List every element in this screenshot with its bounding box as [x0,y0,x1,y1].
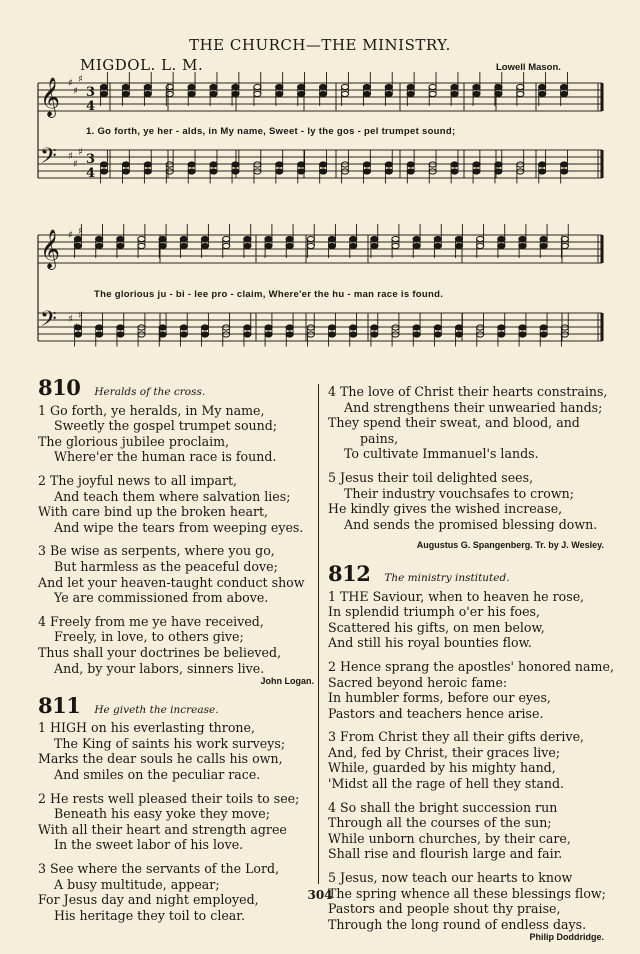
note-head [519,325,526,330]
note-head [201,243,208,248]
note-head [539,84,546,89]
hymn-812-header [328,560,604,587]
verse-line: Their industry vouchsafes to crown; [344,485,574,501]
note-head [540,243,547,248]
note-head [144,84,151,89]
verse-line: To cultivate Immanuel's lands. [344,446,539,462]
note-head [407,84,414,89]
verse-line: With all their heart and strength agree [38,821,287,837]
note-head [385,91,392,96]
note-head [159,325,166,330]
verse-line: Ye are commissioned from above. [54,590,269,606]
sharp-icon: ♯ [78,74,83,85]
tune-composer: Lowell Mason. [496,62,561,73]
verse-line: For Jesus day and night employed, [38,892,259,908]
sharp-icon: ♯ [68,230,73,241]
note-head [244,243,251,248]
stanza [328,658,614,721]
note-head [180,325,187,330]
note-head [495,162,502,167]
note-head [371,236,378,241]
note-head [350,236,357,241]
note-head [498,325,505,330]
stanza [38,791,314,853]
verse-line: The spring whence all these blessings flow; [328,885,606,901]
bass-clef-icon: 𝄢 [40,307,57,337]
note-head [166,91,173,96]
note-head [210,84,217,89]
sharp-icon: ♯ [68,151,73,162]
verse-line: In humbler forms, before our eyes, [328,690,551,706]
verse-line: 1 Go forth, ye heralds, in My name, [38,402,265,418]
note-head [350,325,357,330]
left-column [38,375,314,931]
verse-line: 3 Be wise as serpents, where you go, [38,543,275,559]
verse-line: 5 Jesus their toil delighted sees, [328,469,534,485]
note-head [498,243,505,248]
verse-line: 'Midst all the rage of hell they stand. [328,776,565,792]
verse-line: His heritage they toil to clear. [54,907,245,923]
hymn-810-header [38,375,314,401]
verse-line: 3 See where the servants of the Lord, [38,861,280,877]
note-head [498,332,505,337]
note-head [363,169,370,174]
note-head [434,243,441,248]
note-head [307,243,314,248]
stanza [38,403,314,465]
lyric-line-2: The glorious ju - bi - lee pro - claim, Where'er the hu - man race is found. [94,289,444,300]
note-head [244,332,251,337]
note-head [138,236,145,241]
note-head [519,243,526,248]
note-head [117,236,124,241]
note-head [201,325,208,330]
note-head [159,332,166,337]
bar-lines [38,83,602,341]
treble-clef-icon: 𝄞 [40,77,61,117]
note-head [540,325,547,330]
verse-line: pains, [360,430,399,446]
note-head [232,91,239,96]
note-head [276,162,283,167]
note-head [210,169,217,174]
note-head [298,169,305,174]
note-head [286,236,293,241]
note-head [473,84,480,89]
lyric-line-1: 1. Go forth, ye her - alds, in My name, Sweet - ly the gos - pel trumpet sound; [86,126,456,137]
note-head [519,236,526,241]
note-head [144,169,151,174]
note-head [328,325,335,330]
verse-line: 5 Jesus, now teach our hearts to know [328,870,573,886]
note-head [434,325,441,330]
note-head [451,84,458,89]
note-head [455,236,462,241]
note-head [298,91,305,96]
note-head [407,91,414,96]
verse-line: 2 He rests well pleased their toils to see; [38,790,300,806]
note-head [495,91,502,96]
note-head [319,169,326,174]
stanza [328,729,604,791]
note-head [455,325,462,330]
note-head [473,169,480,174]
note-head [385,169,392,174]
page-number: 304 [307,888,333,902]
stanza [328,470,604,532]
verse-line: And smiles on the peculiar race. [54,767,261,783]
author: Augustus G. Spangenberg. Tr. by J. Wesley. [416,540,604,551]
author: Philip Doddridge. [529,932,604,943]
note-head [286,332,293,337]
verse-line: Shall rise and flourish large and fair. [328,846,563,862]
note-head [188,169,195,174]
note-head [560,169,567,174]
hymn-number: 812 [328,560,371,586]
sharp-icon: ♯ [68,78,73,89]
note-head [350,243,357,248]
note-head [455,243,462,248]
stanza [38,473,314,535]
hymn-number: 810 [38,375,81,400]
note-head [122,84,129,89]
note-head [539,91,546,96]
note-head [159,236,166,241]
verse-line: With care bind up the broken heart, [38,504,269,520]
verse-line: Sacred beyond heroic fame: [328,674,508,690]
verse-line: The King of saints his work surveys; [54,735,286,751]
verse-line: In the sweet labor of his love. [54,837,244,853]
verse-line: But harmless as the peaceful dove; [54,558,278,574]
verse-line: And let your heaven-taught conduct show [38,574,305,590]
verse-line: And sends the promised blessing down. [344,516,598,532]
note-head [473,91,480,96]
note-head [519,332,526,337]
note-head [159,243,166,248]
note-head [96,332,103,337]
note-head [328,243,335,248]
note-head [498,236,505,241]
sharp-icon: ♯ [78,147,83,158]
verse-line: Marks the dear souls he calls his own, [38,751,283,767]
time-signature-top: 3 [86,85,96,100]
note-head [328,236,335,241]
note-head [232,84,239,89]
verse-line: He kindly gives the wished increase, [328,501,563,517]
note-head [276,169,283,174]
note-head [265,325,272,330]
verse-line: Scattered his gifts, on men below, [328,619,545,635]
verse-line: Thus shall your doctrines be believed, [38,644,282,660]
hymn-number: 811 [38,692,81,718]
note-head [265,332,272,337]
hymn-subtitle: Heralds of the cross. [94,386,206,398]
note-head [451,169,458,174]
note-head [371,243,378,248]
note-head [232,162,239,167]
verse-line: And strengthens their unwearied hands; [344,399,603,415]
hymn-subtitle: The ministry instituted. [384,571,510,584]
note-head [232,169,239,174]
treble-clef-icon: 𝄞 [40,229,61,269]
verse-line: While, guarded by his mighty hand, [328,760,556,776]
note-head [180,236,187,241]
note-head [341,91,348,96]
verse-line: In splendid triumph o'er his foes, [328,604,540,620]
verse-line: 4 So shall the bright succession run [328,799,558,815]
note-head [223,243,230,248]
verse-line: And, by your labors, sinners live. [54,660,265,676]
sharp-icon: ♯ [78,226,83,237]
note-head [363,84,370,89]
note-head [434,236,441,241]
verse-line: 2 Hence sprang the apostles' honored name, [328,658,614,674]
note-head [434,332,441,337]
verse-line: And wipe the tears from weeping eyes. [54,519,304,535]
verse-line: 1 THE Saviour, when to heaven he rose, [328,588,585,604]
note-head [117,325,124,330]
note-head [341,84,348,89]
note-head [210,91,217,96]
author: John Logan. [260,676,314,687]
note-head [477,236,484,241]
note-head [180,243,187,248]
note-head [319,84,326,89]
note-head [201,236,208,241]
bass-clef-icon: 𝄢 [40,144,57,174]
stanza [38,720,314,782]
note-head [371,325,378,330]
hymn-subtitle: He giveth the increase. [94,703,219,716]
note-head [254,91,261,96]
note-head [286,325,293,330]
note-head [188,91,195,96]
note-head [392,243,399,248]
note-head [265,243,272,248]
note-head [254,84,261,89]
note-head [96,236,103,241]
note-head [307,236,314,241]
note-head [371,332,378,337]
note-head [122,169,129,174]
note-head [201,332,208,337]
note-head [100,84,107,89]
note-head [539,169,546,174]
note-head [319,91,326,96]
music-score [0,0,640,380]
note-head [363,91,370,96]
sharp-icon: ♯ [73,238,78,249]
stanza [328,384,608,462]
verse-line: 2 The joyful news to all impart, [38,472,238,488]
verse-line: And still his royal bounties flow. [328,635,532,651]
verse-line: Pastors and people shout thy praise, [328,901,561,917]
note-head [328,332,335,337]
note-head [413,325,420,330]
verse-line: 1 HIGH on his everlasting throne, [38,720,255,736]
verse-line: Through all the courses of the sun; [328,815,552,831]
note-head [210,162,217,167]
note-head [429,91,436,96]
note-head [298,84,305,89]
note-head [560,84,567,89]
note-head [117,332,124,337]
note-head [385,162,392,167]
verse-line: 4 Freely from me ye have received, [38,613,264,629]
note-head [455,332,462,337]
note-head [517,84,524,89]
note-head [392,236,399,241]
verse-line: The glorious jubilee proclaim, [38,433,230,449]
note-head [122,91,129,96]
note-head [265,236,272,241]
note-head [117,243,124,248]
note-head [298,162,305,167]
note-head [495,169,502,174]
stanza [38,543,314,605]
note-head [188,84,195,89]
note-head [144,91,151,96]
note-head [451,91,458,96]
verse-line: Freely, in love, to others give; [54,629,244,645]
stanza [328,589,604,651]
note-head [138,243,145,248]
right-column [328,384,614,954]
note-head [413,236,420,241]
verse-line: Where'er the human race is found. [54,449,277,465]
note-head [180,332,187,337]
staff-lines [38,83,602,341]
note-head [540,332,547,337]
verse-line: And teach them where salvation lies; [54,488,291,504]
note-head [495,84,502,89]
note-head [473,162,480,167]
sharp-icon: ♯ [73,159,78,170]
note-head [539,162,546,167]
time-signature-bottom: 4 [86,166,96,181]
page-header: THE CHURCH—THE MINISTRY. [189,36,451,54]
column-divider [318,384,319,884]
verse-line: Sweetly the gospel trumpet sound; [54,418,278,434]
note-head [350,332,357,337]
note-head [517,91,524,96]
note-head [560,162,567,167]
sharp-icon: ♯ [68,314,73,325]
verse-line: Beneath his easy yoke they move; [54,806,270,822]
note-head [96,325,103,330]
note-head [188,162,195,167]
note-head [407,169,414,174]
note-head [429,84,436,89]
time-signature-bottom: 4 [86,99,96,114]
note-head [413,243,420,248]
note-head [166,84,173,89]
hymn-811-header [38,692,314,719]
verse-line: A busy multitude, appear; [54,876,220,892]
note-head [451,162,458,167]
note-head [560,91,567,96]
verse-line: And, fed by Christ, their graces live; [328,744,561,760]
notes [74,72,568,347]
sharp-icon: ♯ [78,310,83,321]
note-head [407,162,414,167]
verse-line: Through the long round of endless days. [328,916,587,932]
tune-name: MIGDOL. L. M. [80,56,204,74]
note-head [144,162,151,167]
verse-line: They spend their sweat, and blood, and [328,415,580,431]
note-head [385,84,392,89]
note-head [100,169,107,174]
note-head [244,236,251,241]
time-signature-top: 3 [86,152,96,167]
note-head [223,236,230,241]
verse-line: While unborn churches, by their care, [328,830,571,846]
stanza [328,800,604,862]
verse-line: Pastors and teachers hence arise. [328,705,544,721]
note-head [413,332,420,337]
note-head [100,91,107,96]
verse-line: 4 The love of Christ their hearts constrains, [328,384,608,399]
stanza [38,614,314,676]
verse-line: 3 From Christ they all their gifts derive, [328,729,585,745]
note-head [100,162,107,167]
note-head [286,243,293,248]
note-head [244,325,251,330]
sharp-icon: ♯ [73,86,78,97]
note-head [477,243,484,248]
note-head [122,162,129,167]
sharp-icon: ♯ [73,322,78,333]
note-head [363,162,370,167]
clefs [40,74,95,337]
note-head [276,91,283,96]
note-head [96,243,103,248]
note-head [319,162,326,167]
note-head [276,84,283,89]
note-head [540,236,547,241]
